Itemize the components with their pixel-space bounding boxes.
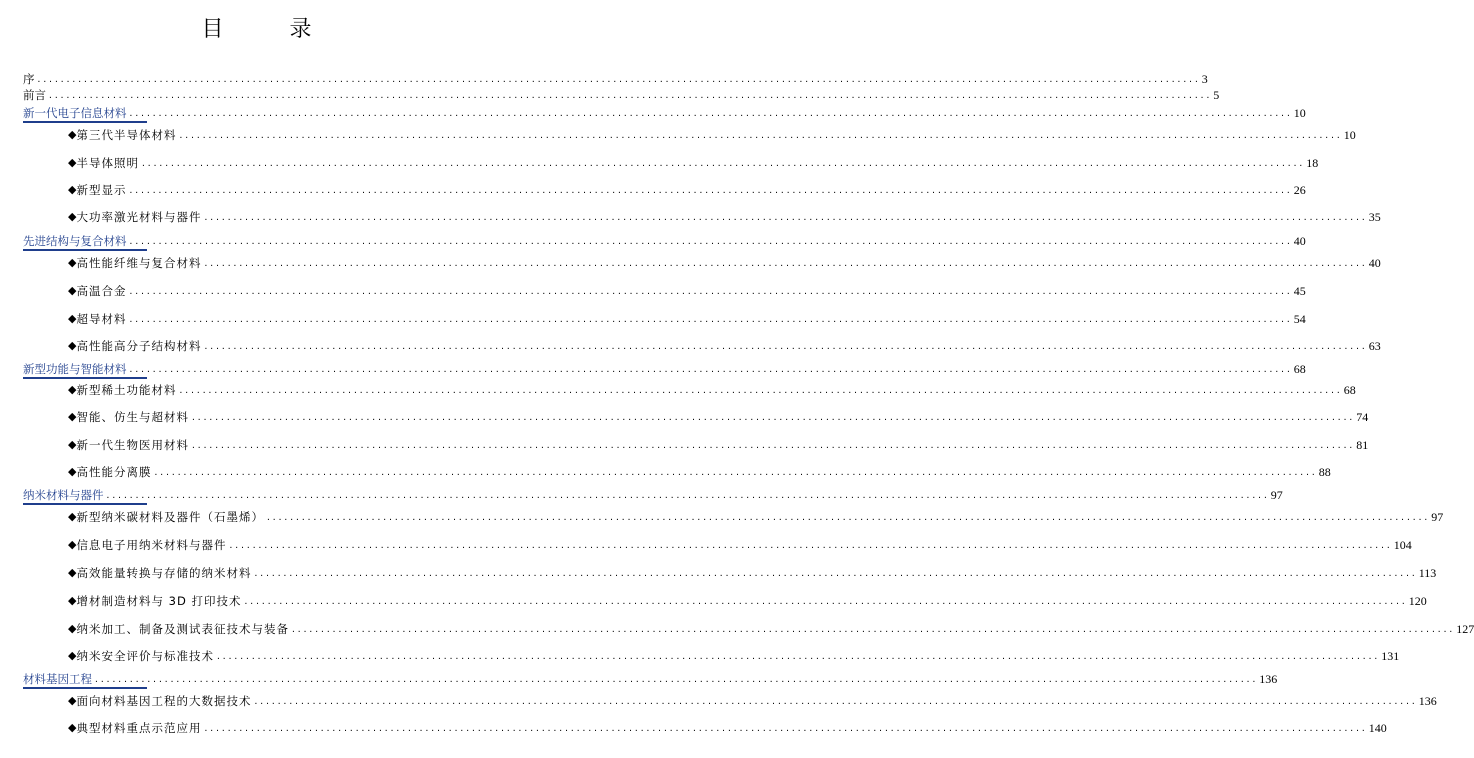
diamond-bullet-icon: ◆ [68, 465, 77, 478]
toc-entry-label: 材料基因工程 [23, 672, 92, 686]
toc-entry-label: 信息电子用纳米材料与器件 [76, 538, 227, 552]
toc-sub-entry[interactable] [0, 564, 1437, 580]
toc-entry-label: 超导材料 [76, 312, 127, 326]
toc-sub-entry[interactable] [0, 408, 1369, 424]
toc-sub-entry[interactable] [0, 310, 1306, 326]
diamond-bullet-icon: ◆ [68, 438, 77, 451]
dot-leader: ........................................................................................................................................................................................................ [265, 513, 1430, 522]
diamond-bullet-icon: ◆ [68, 256, 77, 269]
dot-leader: ........................................................................................................................................................................................................ [190, 441, 1355, 450]
toc-page-number: 136 [1418, 694, 1437, 708]
toc-sub-entry[interactable] [0, 154, 1319, 170]
toc-page-number: 104 [1393, 538, 1412, 552]
toc-page-number: 54 [1293, 312, 1306, 326]
toc-page-number: 68 [1343, 383, 1356, 397]
dot-leader: ........................................................................................................................................................................................................ [36, 75, 1200, 84]
toc-entry-label: 序 [23, 72, 35, 86]
diamond-bullet-icon: ◆ [68, 594, 77, 607]
diamond-bullet-icon: ◆ [68, 649, 77, 662]
toc-entry-label: 前言 [23, 88, 46, 102]
toc-page-number: 127 [1456, 622, 1474, 636]
toc-sub-entry[interactable] [0, 181, 1306, 197]
dot-leader: ........................................................................................................................................................................................................ [48, 91, 1212, 100]
toc-section-entry[interactable] [0, 104, 1306, 120]
dot-leader: ........................................................................................................................................................................................................ [128, 186, 1292, 195]
diamond-bullet-icon: ◆ [68, 383, 77, 396]
toc-page-number: 88 [1318, 465, 1331, 479]
dot-leader: ........................................................................................................................................................................................................ [203, 259, 1367, 268]
dot-leader: ........................................................................................................................................................................................................ [128, 315, 1292, 324]
toc-sub-entry[interactable] [0, 592, 1427, 608]
toc-entry-label: 高性能分离膜 [76, 465, 152, 479]
toc-page-number: 97 [1431, 510, 1444, 524]
toc-sub-entry[interactable] [0, 463, 1331, 479]
dot-leader: ........................................................................................................................................................................................................ [203, 213, 1367, 222]
toc-entry-label: 纳米材料与器件 [23, 488, 104, 502]
toc-sub-entry[interactable] [0, 254, 1381, 270]
dot-leader: ........................................................................................................................................................................................................ [290, 625, 1455, 634]
toc-page-number: 10 [1343, 128, 1356, 142]
toc-sub-entry[interactable] [0, 381, 1356, 397]
toc-entry-label: 新型稀土功能材料 [76, 383, 177, 397]
toc-page-number: 26 [1293, 183, 1306, 197]
toc-page-number: 40 [1293, 234, 1306, 248]
toc-page-number: 131 [1381, 649, 1400, 663]
dot-leader: ........................................................................................................................................................................................................ [253, 569, 1417, 578]
toc-sub-entry[interactable] [0, 208, 1381, 224]
toc-entry-label: 面向材料基因工程的大数据技术 [76, 694, 252, 708]
dot-leader: ........................................................................................................................................................................................................ [178, 386, 1342, 395]
toc-section-entry[interactable] [0, 360, 1306, 376]
toc-page-number: 18 [1306, 156, 1319, 170]
dot-leader: ........................................................................................................................................................................................................ [228, 541, 1392, 550]
toc-page-number: 10 [1293, 106, 1306, 120]
toc-page-number: 63 [1368, 339, 1381, 353]
dot-leader: ........................................................................................................................................................................................................ [94, 675, 1258, 684]
diamond-bullet-icon: ◆ [68, 312, 77, 325]
diamond-bullet-icon: ◆ [68, 128, 77, 141]
diamond-bullet-icon: ◆ [68, 156, 77, 169]
dot-leader: ........................................................................................................................................................................................................ [215, 652, 1380, 661]
dot-leader: ........................................................................................................................................................................................................ [203, 342, 1367, 351]
toc-entry-label: 先进结构与复合材料 [23, 234, 127, 248]
toc-page-number: 68 [1293, 362, 1306, 376]
toc-entry-label: 新型纳米碳材料及器件（石墨烯） [76, 510, 264, 524]
toc-entry[interactable] [0, 86, 1220, 102]
toc-entry-label: 新型功能与智能材料 [23, 362, 127, 376]
toc-entry-label: 高性能纤维与复合材料 [76, 256, 202, 270]
diamond-bullet-icon: ◆ [68, 210, 77, 223]
toc-sub-entry[interactable] [0, 719, 1387, 735]
toc-page-number: 35 [1368, 210, 1381, 224]
dot-leader: ........................................................................................................................................................................................................ [140, 159, 1305, 168]
diamond-bullet-icon: ◆ [68, 183, 77, 196]
toc-entry-label: 高性能高分子结构材料 [76, 339, 202, 353]
toc-sub-entry[interactable] [0, 436, 1369, 452]
toc-page-number: 120 [1408, 594, 1427, 608]
toc-entry-label: 纳米安全评价与标准技术 [76, 649, 214, 663]
section-underline [23, 121, 147, 123]
diamond-bullet-icon: ◆ [68, 622, 77, 635]
toc-entry-label: 智能、仿生与超材料 [76, 410, 189, 424]
toc-page-number: 45 [1293, 284, 1306, 298]
dot-leader: ........................................................................................................................................................................................................ [128, 237, 1292, 246]
toc-sub-entry[interactable] [0, 508, 1444, 524]
toc-page-number: 140 [1368, 721, 1387, 735]
dot-leader: ........................................................................................................................................................................................................ [153, 468, 1317, 477]
toc-page-number: 113 [1418, 566, 1437, 580]
dot-leader: ........................................................................................................................................................................................................ [128, 365, 1292, 374]
dot-leader: ........................................................................................................................................................................................................ [105, 491, 1269, 500]
toc-sub-entry[interactable] [0, 692, 1437, 708]
toc-sub-entry[interactable] [0, 337, 1381, 353]
toc-entry-label: 典型材料重点示范应用 [76, 721, 202, 735]
diamond-bullet-icon: ◆ [68, 510, 77, 523]
dot-leader: ........................................................................................................................................................................................................ [178, 131, 1342, 140]
toc-page-number: 74 [1356, 410, 1369, 424]
dot-leader: ........................................................................................................................................................................................................ [253, 697, 1417, 706]
toc-page-number: 97 [1270, 488, 1283, 502]
toc-sub-entry[interactable] [0, 536, 1412, 552]
dot-leader: ........................................................................................................................................................................................................ [243, 597, 1407, 606]
toc-entry-label: 大功率激光材料与器件 [76, 210, 202, 224]
toc-page-number: 3 [1201, 72, 1208, 86]
section-underline [23, 503, 147, 505]
dot-leader: ........................................................................................................................................................................................................ [128, 287, 1292, 296]
diamond-bullet-icon: ◆ [68, 410, 77, 423]
toc-entry-label: 高效能量转换与存储的纳米材料 [76, 566, 252, 580]
toc-entry-label: 新型显示 [76, 183, 127, 197]
toc-section-entry[interactable] [0, 486, 1283, 502]
section-underline [23, 249, 147, 251]
toc-page-number: 5 [1213, 88, 1220, 102]
dot-leader: ........................................................................................................................................................................................................ [190, 413, 1355, 422]
section-underline [23, 377, 147, 379]
toc-entry-label: 高温合金 [76, 284, 127, 298]
diamond-bullet-icon: ◆ [68, 284, 77, 297]
toc-entry-label: 新一代生物医用材料 [76, 438, 189, 452]
toc-sub-entry[interactable] [0, 620, 1474, 636]
toc-entry-label: 半导体照明 [76, 156, 139, 170]
toc-page-number: 40 [1368, 256, 1381, 270]
toc-entry-label: 第三代半导体材料 [76, 128, 177, 142]
toc-sub-entry[interactable] [0, 647, 1400, 663]
toc-page-number: 136 [1259, 672, 1278, 686]
diamond-bullet-icon: ◆ [68, 566, 77, 579]
section-underline [23, 687, 147, 689]
toc-entry-label: 新一代电子信息材料 [23, 106, 127, 120]
toc-section-entry[interactable] [0, 232, 1306, 248]
dot-leader: ........................................................................................................................................................................................................ [203, 724, 1367, 733]
toc-sub-entry[interactable] [0, 126, 1356, 142]
diamond-bullet-icon: ◆ [68, 694, 77, 707]
toc-section-entry[interactable] [0, 670, 1278, 686]
toc-sub-entry[interactable] [0, 282, 1306, 298]
diamond-bullet-icon: ◆ [68, 339, 77, 352]
toc-page-number: 81 [1356, 438, 1369, 452]
diamond-bullet-icon: ◆ [68, 538, 77, 551]
toc-entry-label: 增材制造材料与 3D 打印技术 [76, 594, 242, 608]
page-title: 目 录 [201, 17, 334, 42]
dot-leader: ........................................................................................................................................................................................................ [128, 109, 1292, 118]
toc-entry[interactable] [0, 70, 1208, 86]
diamond-bullet-icon: ◆ [68, 721, 77, 734]
toc-entry-label: 纳米加工、制备及测试表征技术与装备 [76, 622, 289, 636]
